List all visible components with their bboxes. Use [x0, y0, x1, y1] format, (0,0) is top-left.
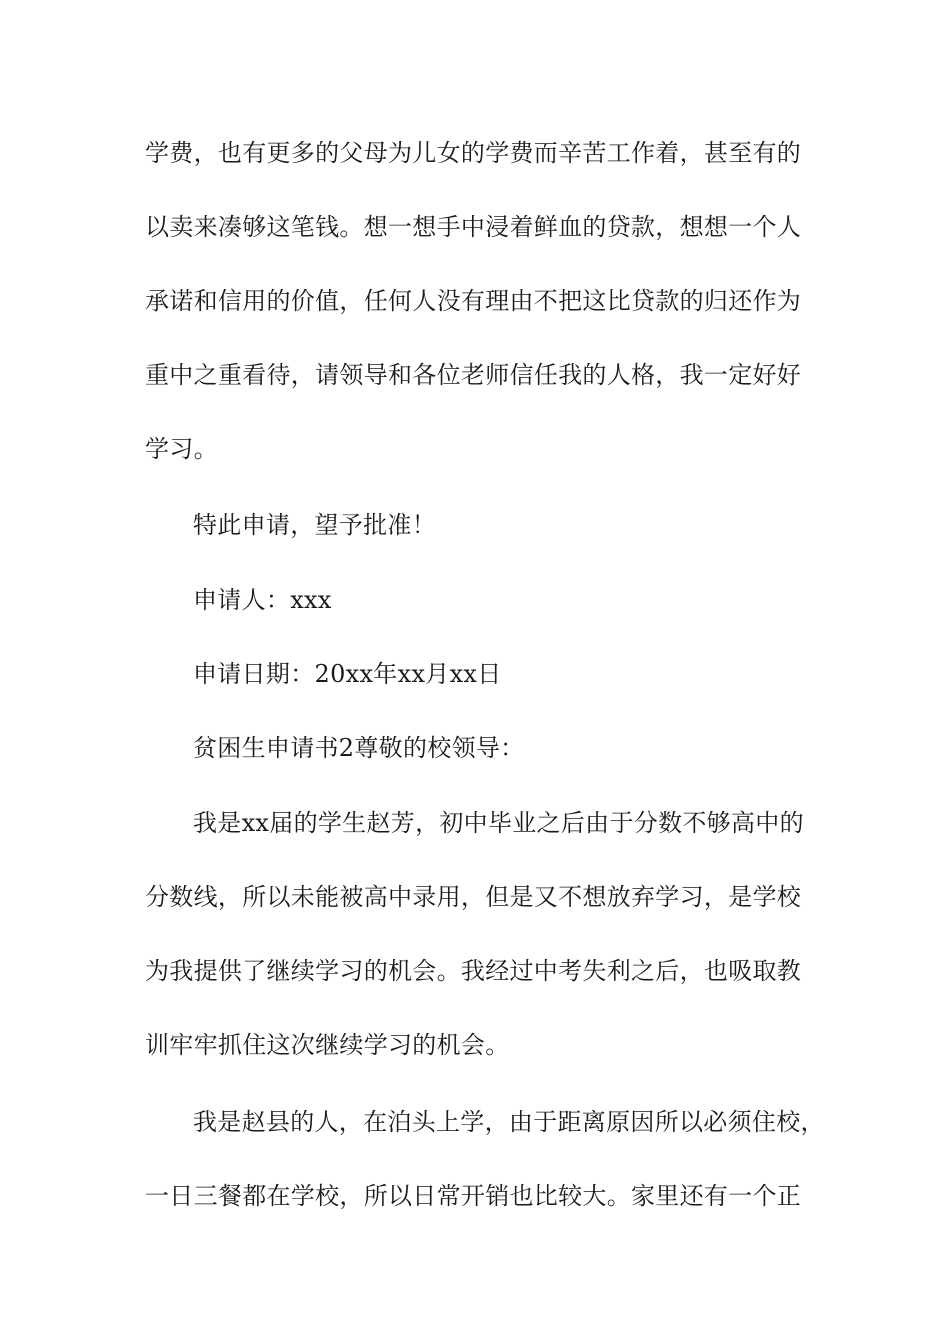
text-line: 分数线，所以未能被高中录用，但是又不想放弃学习，是学校 [145, 883, 802, 911]
text-line: 为我提供了继续学习的机会。我经过中考失利之后，也吸取教 [145, 957, 802, 985]
text-line: 以卖来凑够这笔钱。想一想手中浸着鲜血的贷款，想想一个人 [145, 213, 802, 241]
text-line: 学习。 [145, 435, 218, 463]
letter-heading: 贫困生申请书2尊敬的校领导： [193, 734, 525, 762]
closing-request: 特此申请，望予批准！ [193, 511, 436, 539]
text-line: 一日三餐都在学校，所以日常开销也比较大。家里还有一个正 [145, 1182, 802, 1210]
date-line: 申请日期：20xx年xx月xx日 [193, 660, 502, 688]
applicant-line: 申请人：xxx [193, 586, 332, 614]
text-line: 承诺和信用的价值，任何人没有理由不把这比贷款的归还作为 [145, 287, 802, 315]
text-line: 学费，也有更多的父母为儿女的学费而辛苦工作着，甚至有的 [145, 139, 802, 167]
text-line: 我是xx届的学生赵芳，初中毕业之后由于分数不够高中的 [193, 809, 804, 837]
text-line: 训牢牢抓住这次继续学习的机会。 [145, 1031, 510, 1059]
text-line: 我是赵县的人，在泊头上学，由于距离原因所以必须住校， [193, 1108, 825, 1136]
text-line: 重中之重看待，请领导和各位老师信任我的人格，我一定好好 [145, 361, 802, 389]
